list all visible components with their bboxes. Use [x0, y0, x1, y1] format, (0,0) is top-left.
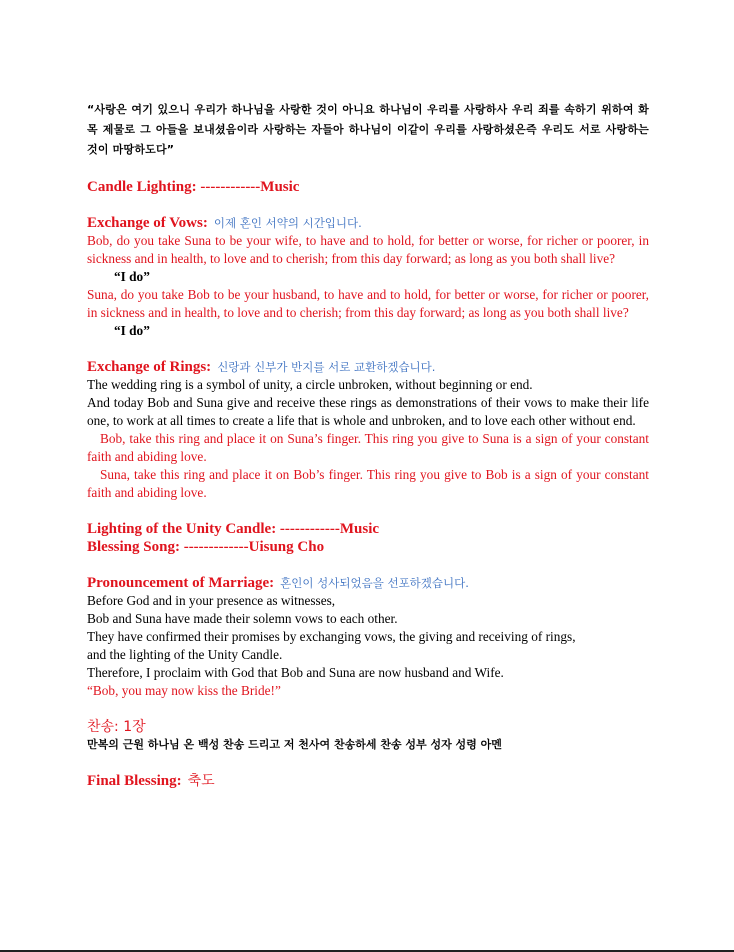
document-page: [87, 100, 649, 790]
rings-bob-instruction: Bob, take this ring and place it on Suna’s finger. This ring you give to Suna is a sign of your constant faith and abiding love.: [87, 431, 649, 464]
rings-suna-instruction: Suna, take this ring and place it on Bob’s finger. This ring you give to Bob is a sign of your constant faith and abiding love.: [87, 467, 649, 500]
hymn-title: 찬송: 1장: [87, 719, 146, 735]
pronouncement-heading-line: [87, 574, 649, 592]
hymn-lyrics: 만복의 근원 하나님 온 백성 찬송 드리고 저 천사여 찬송하세 찬송 성부 성자 성령 아멘: [87, 738, 502, 751]
final-blessing-heading: Final Blessing:: [87, 773, 182, 789]
vow-answer-suna: “I do”: [114, 323, 150, 338]
final-blessing-heading-line: [87, 772, 649, 790]
pronouncement-korean-note: 혼인이 성사되었음을 선포하겠습니다.: [280, 576, 469, 590]
vows-heading-line: [87, 214, 649, 232]
hymn-section: [87, 718, 649, 754]
unity-candle-heading: Lighting of the Unity Candle: ------------Music: [87, 521, 380, 537]
rings-paragraph-2: And today Bob and Suna give and receive these rings as demonstrations of their vows to make their life one, to work at all times to create a life that is whole and unbroken, and to love each other without end.: [87, 395, 649, 428]
rings-section: [87, 358, 649, 502]
final-blessing-korean: 축도: [187, 773, 215, 789]
blessing-song-heading: Blessing Song: -------------Uisung Cho: [87, 539, 325, 555]
vows-section: [87, 214, 649, 340]
pronouncement-line: and the lighting of the Unity Candle.: [87, 647, 283, 662]
rings-korean-note: 신랑과 신부가 반지를 서로 교환하겠습니다.: [217, 360, 436, 374]
vow-question-bob: Bob, do you take Suna to be your wife, to have and to hold, for better or worse, for richer or poorer, in sickness and in health, to love and to cherish; from this day forward; as long as you both shall live?: [87, 233, 649, 266]
vow-answer-bob: “I do”: [114, 269, 150, 284]
candle-lighting-heading: Candle Lighting: ------------Music: [87, 179, 300, 195]
pronouncement-line: Bob and Suna have made their solemn vows to each other.: [87, 611, 398, 626]
rings-heading: Exchange of Rings:: [87, 359, 212, 375]
vows-korean-note: 이제 혼인 서약의 시간입니다.: [213, 216, 362, 230]
vows-heading: Exchange of Vows:: [87, 215, 208, 231]
pronouncement-heading: Pronouncement of Marriage:: [87, 575, 275, 591]
pronouncement-line: Before God and in your presence as witnesses,: [87, 593, 336, 608]
kiss-the-bride-line: “Bob, you may now kiss the Bride!”: [87, 683, 281, 698]
pronouncement-section: [87, 574, 649, 700]
rings-paragraph-1: The wedding ring is a symbol of unity, a circle unbroken, without beginning or end.: [87, 377, 533, 392]
pronouncement-line: They have confirmed their promises by exchanging vows, the giving and receiving of rings,: [87, 629, 576, 644]
rings-heading-line: [87, 358, 649, 376]
pronouncement-line: Therefore, I proclaim with God that Bob and Suna are now husband and Wife.: [87, 665, 504, 680]
vow-question-suna: Suna, do you take Bob to be your husband, to have and to hold, for better or worse, for richer or poorer, in sickness and in health, to love and to cherish; from this day forward; as long as you both shall live?: [87, 287, 649, 320]
scripture-quote: “사랑은 여기 있으니 우리가 하나님을 사랑한 것이 아니요 하나님이 우리를 사랑하사 우리 죄를 속하기 위하여 화목 제물로 그 아들을 보내셨음이라 사랑하는 자들아 하나님이 이같이 우리를 사랑하셨은즉 우리도 서로 사랑하는 것이 마땅하도다”: [87, 103, 649, 156]
